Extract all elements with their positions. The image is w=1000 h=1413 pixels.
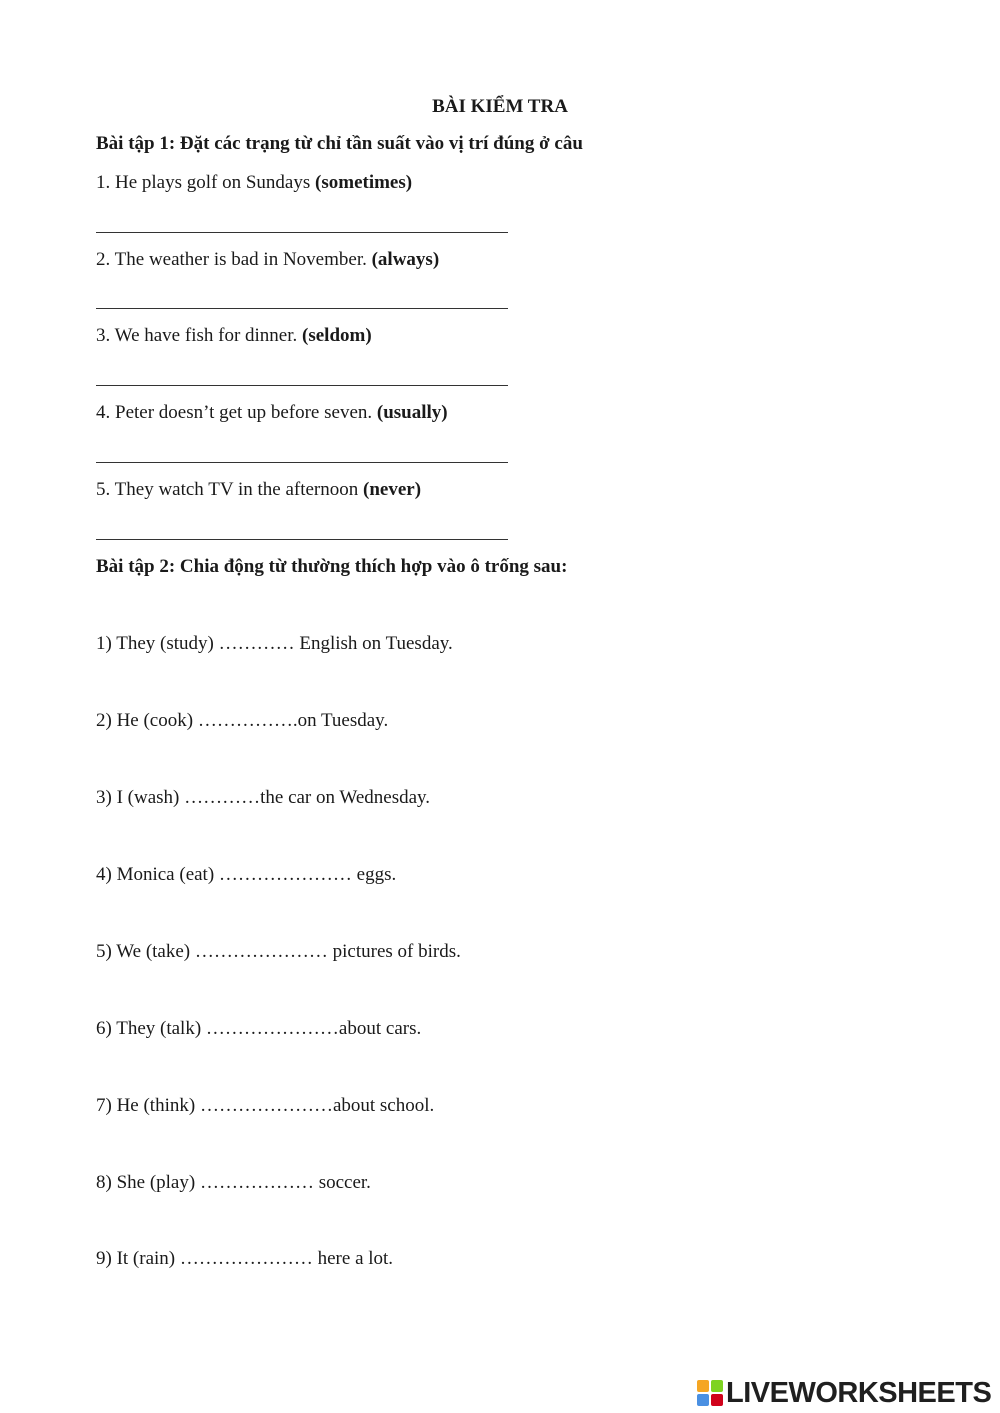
exercise-2-item-7[interactable]: 7) He (think) …………………about school. <box>96 1095 435 1116</box>
item-keyword: (sometimes) <box>315 172 413 193</box>
exercise-1-item-2 <box>96 249 439 271</box>
answer-line-5[interactable] <box>96 539 508 540</box>
logo-text: LIVEWORKSHEETS <box>726 1376 992 1409</box>
item-text: 4. Peter doesn’t get up before seven. <box>96 402 377 423</box>
answer-line-2[interactable] <box>96 308 508 309</box>
item-keyword: (seldom) <box>302 325 372 346</box>
exercise-2-item-8[interactable]: 8) She (play) ……………… soccer. <box>96 1172 371 1193</box>
exercise-2-item-5[interactable]: 5) We (take) ………………… pictures of birds. <box>96 941 461 962</box>
logo-square-1 <box>697 1380 709 1392</box>
logo-square-4 <box>711 1394 723 1406</box>
exercise-2-item-6[interactable]: 6) They (talk) …………………about cars. <box>96 1018 422 1039</box>
item-text: 1. He plays golf on Sundays <box>96 172 316 193</box>
logo-square-2 <box>711 1380 723 1392</box>
answer-line-3[interactable] <box>96 385 508 386</box>
item-keyword: (usually) <box>376 402 448 423</box>
exercise-1-item-3 <box>96 325 372 347</box>
exercise-1-heading: Bài tập 1: Đặt các trạng từ chỉ tần suất vào vị trí đúng ở câu <box>96 133 583 154</box>
exercise-2-item-3[interactable]: 3) I (wash) …………the car on Wednesday. <box>96 787 431 808</box>
exercise-2-item-4[interactable]: 4) Monica (eat) ………………… eggs. <box>96 864 397 885</box>
liveworksheets-logo-icon <box>697 1380 723 1406</box>
exercise-1-item-1 <box>96 172 412 194</box>
exercise-1-item-5 <box>96 479 421 501</box>
item-keyword: (never) <box>363 479 422 500</box>
page-title: BÀI KIỂM TRA <box>432 96 568 117</box>
answer-line-1[interactable] <box>96 232 508 233</box>
answer-line-4[interactable] <box>96 462 508 463</box>
exercise-2-item-9[interactable]: 9) It (rain) ………………… here a lot. <box>96 1248 394 1269</box>
exercise-2-heading: Bài tập 2: Chia động từ thường thích hợp vào ô trống sau: <box>96 556 568 577</box>
item-text: 3. We have fish for dinner. <box>96 325 303 346</box>
exercise-2-item-2[interactable]: 2) He (cook) …………….on Tuesday. <box>96 710 389 731</box>
liveworksheets-logo <box>697 1376 991 1410</box>
item-keyword: (always) <box>371 249 440 270</box>
item-text: 2. The weather is bad in November. <box>96 249 372 270</box>
exercise-1-item-4 <box>96 402 448 424</box>
exercise-2-item-1[interactable]: 1) They (study) ………… English on Tuesday. <box>96 633 453 654</box>
logo-square-3 <box>697 1394 709 1406</box>
item-text: 5. They watch TV in the afternoon <box>96 479 363 500</box>
